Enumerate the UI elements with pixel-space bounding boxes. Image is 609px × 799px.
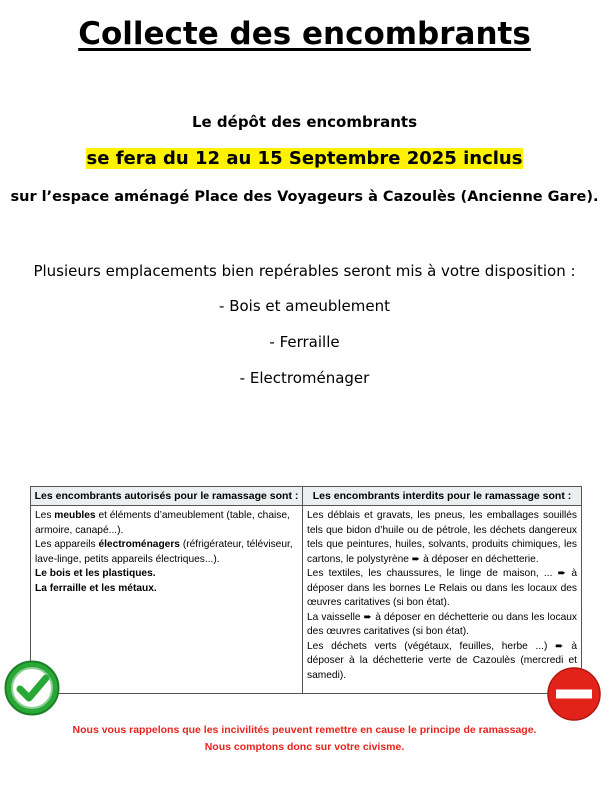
forbidden-item: Les déchets verts (végétaux, feuilles, herbe ...) ➨ à déposer à la déchetterie verte de Cazoulès (mercredi et samedi). [307,640,577,681]
intro-line-1: Le dépôt des encombrants [191,113,418,131]
allowed-column [31,487,303,693]
forbidden-item: Les textiles, les chaussures, le linge de maison, ... ➨ à déposer dans les bornes Le Relais ou dans les locaux des œuvres caritatives (si bon état). [307,568,577,608]
allowed-item: Les appareils électroménagers (réfrigérateur, téléviseur, lave-linge, petits appareils électriques...). [35,539,293,565]
green-checkmark-icon [4,660,60,716]
intro-location: sur l’espace aménagé Place des Voyageurs à Cazoulès (Ancienne Gare). [10,189,599,205]
location-item: - Bois et ameublement [219,297,390,315]
intro-dates [0,148,609,169]
allowed-item: Les meubles et éléments d’ameublement (table, chaise, armoire, canapé...). [35,510,290,536]
allowed-item: La ferraille et les métaux. [35,582,157,594]
items-table [30,486,582,694]
intro-line-4: Plusieurs emplacements bien repérables seront mis à votre disposition : [33,262,576,280]
location-item: - Ferraille [269,333,340,351]
allowed-item: Le bois et les plastiques. [35,568,156,579]
footer-warning: Nous vous rappelons que les incivilités peuvent remettre en cause le principe de ramassage. [72,724,537,736]
forbidden-column [303,487,581,693]
forbidden-item: Les déblais et gravats, les pneus, les emballages souillés tels que bidon d’huile ou de pétrole, les déchets dangereux tels que peintures, huiles, solvants, produits chimiques, les cartons, le polystyrène ➨ à déposer en déchetterie. [307,510,577,565]
allowed-list [31,506,302,596]
footer-civism: Nous comptons donc sur votre civisme. [204,741,405,753]
location-item: - Electroménager [239,369,370,387]
forbidden-list [303,506,581,683]
allowed-header: Les encombrants autorisés pour le ramassage sont : [31,487,302,506]
page-title: Collecte des encombrants [78,16,531,52]
forbidden-item: La vaisselle ➨ à déposer en déchetterie ou dans les locaux des œuvres caritatives (si bon état). [307,611,577,637]
forbidden-header: Les encombrants interdits pour le ramassage sont : [303,487,581,506]
dates-highlight: se fera du 12 au 15 Septembre 2025 inclus [86,148,523,169]
no-entry-icon [547,667,601,721]
